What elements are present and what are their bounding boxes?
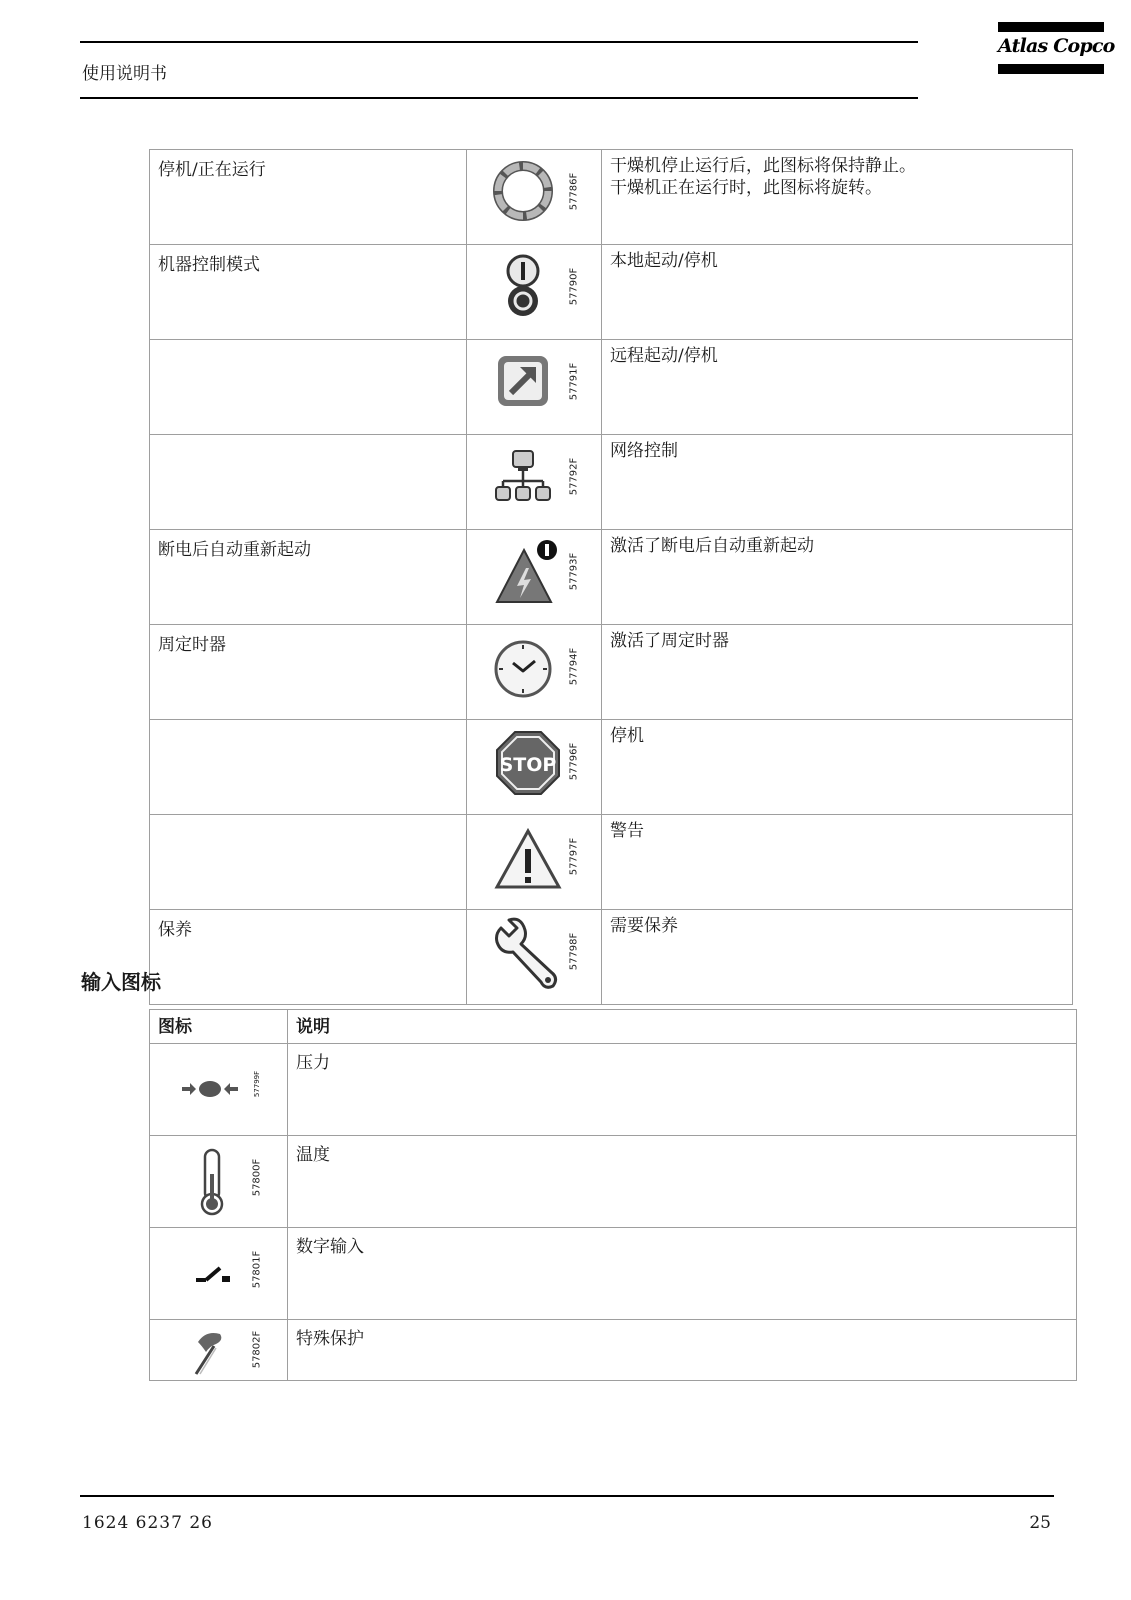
row-name: 停机/正在运行 [150,150,467,245]
row-desc-line: 警告 [610,821,644,841]
row-name: 机器控制模式 [150,245,467,340]
doc-number: 1624 6237 26 [82,1513,213,1533]
icon-code: 57802F [251,1330,263,1369]
digital-input-icon [180,1238,240,1298]
row-desc-line: 干燥机正在运行时，此图标将旋转。 [610,178,882,198]
table-row [150,1044,1077,1136]
header-title: 使用说明书 [82,64,167,84]
header-rule-top [80,41,918,43]
row-name [150,720,467,815]
row-name: 断电后自动重新起动 [150,530,467,625]
row-desc: 特殊保护 [288,1320,1077,1381]
wrench-icon [493,916,563,990]
icon-code: 57799F [253,1070,261,1098]
table-row [150,435,1073,530]
special-protection-icon [180,1324,240,1380]
header-rule-bottom [80,97,918,99]
icon-code: 57801F [251,1250,263,1289]
table-row [150,1136,1077,1228]
row-desc-line: 激活了断电后自动重新起动 [610,536,814,556]
table-row [150,1228,1077,1320]
table-header-row [150,1010,1077,1044]
icon-code: 57792F [568,457,580,496]
row-desc-line: 干燥机停止运行后，此图标将保持静止。 [610,156,916,176]
power-restart-icon [493,536,563,606]
table-row [150,815,1073,910]
row-name [150,340,467,435]
table-row [150,1320,1077,1381]
network-icon [493,441,553,511]
atlas-copco-logo [998,22,1115,74]
row-desc: 数字输入 [288,1228,1077,1320]
row-desc-line: 停机 [610,726,644,746]
section-title: 输入图标 [81,970,161,994]
logo-text: Atlas Copco [998,35,1115,57]
icon-code: 57794F [568,647,580,686]
icon-code: 57790F [568,267,580,306]
thermometer-icon [180,1146,240,1216]
table-row [150,720,1073,815]
row-desc: 温度 [288,1136,1077,1228]
clock-icon [493,631,553,701]
row-desc-line: 激活了周定时器 [610,631,729,651]
warning-icon [493,821,563,891]
input-icons-table [149,1009,1077,1381]
table-row [150,625,1073,720]
pressure-icon [180,1054,240,1114]
table-row [150,340,1073,435]
row-desc-line: 需要保养 [610,916,678,936]
row-name [150,435,467,530]
icon-code: 57797F [568,837,580,876]
row-name [150,815,467,910]
column-header-icon: 图标 [150,1010,288,1044]
table-row [150,530,1073,625]
page-number: 25 [1029,1513,1051,1533]
svg-text:STOP: STOP [499,754,557,776]
icon-code: 57786F [568,172,580,211]
row-name: 保养 [150,910,467,1005]
footer-rule [80,1495,1054,1497]
column-header-desc: 说明 [288,1010,1077,1044]
table-row [150,245,1073,340]
remote-arrow-icon [493,346,553,416]
icon-code: 57800F [251,1158,263,1197]
local-start-stop-icon [493,251,553,321]
icon-code: 57791F [568,362,580,401]
table-row [150,910,1073,1005]
row-name: 周定时器 [150,625,467,720]
table-row [150,150,1073,245]
icon-code: 57798F [568,932,580,971]
icon-code: 57796F [568,742,580,781]
icon-code: 57793F [568,552,580,591]
status-icons-table [149,149,1073,1005]
row-desc-line: 本地起动/停机 [610,251,718,271]
row-desc: 压力 [288,1044,1077,1136]
stop-sign-icon [493,726,563,796]
row-desc-line: 网络控制 [610,441,678,461]
row-desc-line: 远程起动/停机 [610,346,718,366]
rotating-ring-icon [493,156,553,226]
